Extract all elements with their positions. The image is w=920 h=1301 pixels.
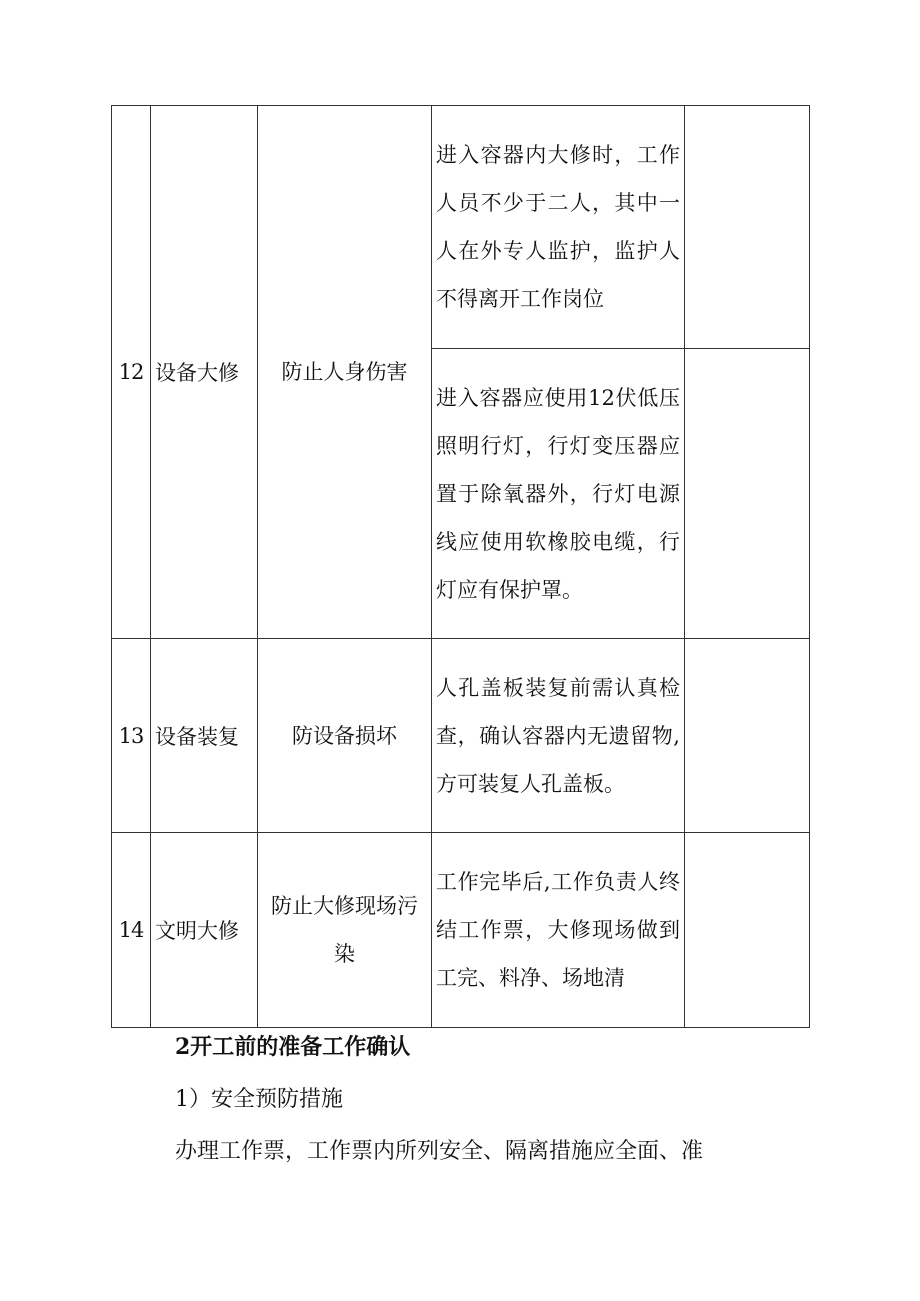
measure-cell: 进入容器应使用12伏低压照明行灯，行灯变压器应置于除氧器外，行灯电源线应使用软橡胶电缆，行灯应有保护罩。 <box>432 349 685 639</box>
row-number: 13 <box>112 639 151 833</box>
subsection-heading: 1）安全预防措施 <box>175 1087 343 1112</box>
row-number: 12 <box>112 106 151 639</box>
risk-cell: 防止大修现场污染 <box>258 833 432 1028</box>
measure-cell: 进入容器内大修时，工作人员不少于二人，其中一人在外专人监护，监护人不得离开工作岗位 <box>432 106 685 349</box>
table-row <box>112 106 810 349</box>
confirm-cell <box>685 639 810 833</box>
measure-cell: 工作完毕后,工作负责人终结工作票，大修现场做到工完、料净、场地清 <box>432 833 685 1028</box>
measure-cell: 人孔盖板装复前需认真检查，确认容器内无遗留物,方可装复人孔盖板。 <box>432 639 685 833</box>
confirm-cell <box>685 106 810 349</box>
confirm-cell <box>685 833 810 1028</box>
process-cell: 文明大修 <box>151 833 258 1028</box>
table-row <box>112 639 810 833</box>
section-heading: 2开工前的准备工作确认 <box>175 1034 411 1060</box>
table-row <box>112 833 810 1028</box>
process-cell: 设备装复 <box>151 639 258 833</box>
risk-cell: 防设备损坏 <box>258 639 432 833</box>
safety-measures-table <box>111 105 810 1028</box>
risk-cell: 防止人身伤害 <box>258 106 432 639</box>
body-paragraph: 办理工作票，工作票内所列安全、隔离措施应全面、准 <box>175 1139 704 1164</box>
process-cell: 设备大修 <box>151 106 258 639</box>
confirm-cell <box>685 349 810 639</box>
row-number: 14 <box>112 833 151 1028</box>
